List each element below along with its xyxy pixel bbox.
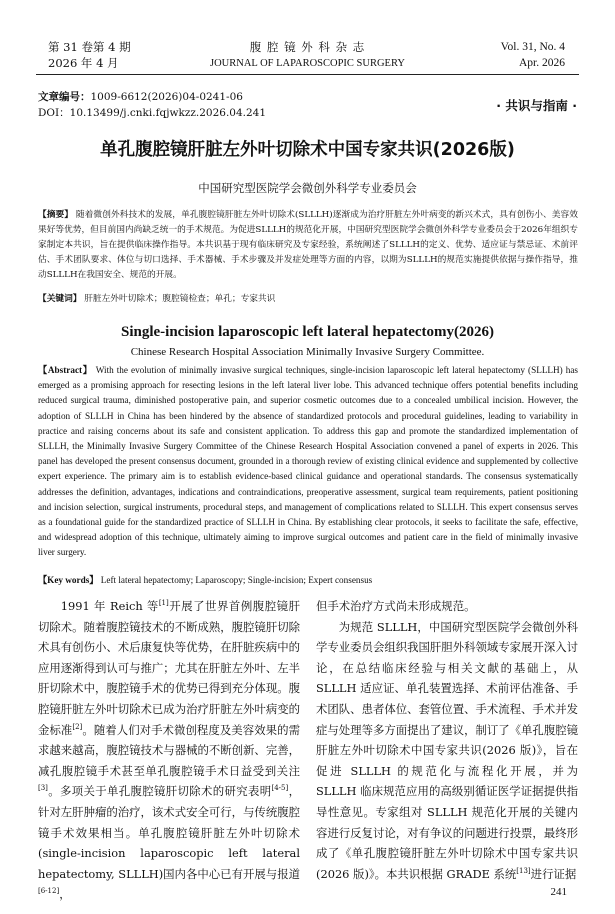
citation: [3]: [38, 784, 48, 793]
journal-title-cn: 腹 腔 镜 外 科 杂 志: [249, 40, 366, 54]
abstract-en-text: With the evolution of minimally invasive surgical techniques, single-incision laparoscopic left lateral hepatectomy (SLLLH) has emerged as a promising approach for resecting lesions in the left lateral liver lobe. This advanced technique offers potential benefits including reduced surgical trauma, diminished postoperative pain, and superior cosmetic outcomes due to a concealed umbilical incision. However, the adoption of SLLLH in China has been hindered by the absence of standardized protocols and procedural guidelines, leading to variability in practice and raising concerns about its safe and consistent application. To address this gap and promote the standardized implementation of SLLLH, the Minimally Invasive Surgery Committee of the Chinese Research Hospital Association convened a panel of experts in 2026. This panel has developed the present consensus document, grounded in a thorough review of existing clinical evidence and supplemented by collective expert experience. The primary aim is to establish evidence-based clinical guidance and operational standards. The consensus systematically addresses the definition, advantages, indications and contraindications, preoperative assessment, surgical team requirements, patient positioning and incision selection, surgical instruments, procedural steps, and management of complications related to SLLLH. This expert consensus serves as a foundational guide for the standardized practice of SLLLH in China. By establishing clear protocols, it seeks to facilitate the safe, effective, and widespread adoption of this technique, ultimately aiming to improve surgical outcomes and patient care in the field of minimally invasive liver surgery.: [38, 365, 578, 558]
page-number: 241: [550, 886, 567, 898]
abstract-en: [38, 363, 578, 561]
article-title-en: Single-incision laparoscopic left lateral hepatectomy(2026): [120, 324, 494, 340]
keywords-cn: [38, 292, 578, 307]
header-rule: [36, 74, 579, 75]
journal-date: 2026 年 4 月: [48, 56, 119, 70]
citation: [6-12]: [38, 887, 60, 896]
article-doi: DOI：10.13499/j.cnki.fqjwkzz.2026.04.241: [38, 107, 267, 119]
citation: [4-5]: [271, 784, 289, 793]
abstract-cn-text: 随着微创外科技术的发展，单孔腹腔镜肝脏左外叶切除术(SLLLH)逐渐成为治疗肝脏左外叶病变的新兴术式，具有创伤小、美容效果好等优势，但目前国内尚缺乏统一的手术规范。为促进SLLLH的规范化开展，中国研究型医院学会微创外科学专业委员会于2026年组织专家制定本共识，旨在提供临床操作指导。本共识基于现有临床研究及专家经验，系统阐述了SLLLH的定义、优势、适应证与禁忌证、术前评估、手术团队要求、体位与切口选择、手术器械、手术步骤及并发症处理等方面的内容，以期为SLLLH的规范实施提供依据与操作指导，推动SLLLH在我国安全、规范的开展。: [38, 210, 578, 280]
journal-date-en: Apr. 2026: [519, 57, 565, 69]
author-en: Chinese Research Hospital Association Minimally Invasive Surgery Committee.: [130, 346, 485, 358]
abstract-cn: [38, 208, 578, 283]
journal-title-en: JOURNAL OF LAPAROSCOPIC SURGERY: [210, 58, 405, 69]
body-column-right: [316, 596, 578, 884]
citation: [13]: [516, 866, 531, 875]
abstract-en-label: 【Abstract】: [38, 365, 93, 375]
article-title-cn: 单孔腹腔镜肝脏左外叶切除术中国专家共识(2026版): [100, 140, 515, 160]
keywords-en-text: Left lateral hepatectomy; Laparoscopy; Single-incision; Expert consensus: [100, 575, 373, 585]
keywords-cn-text: 肝脏左外叶切除术；腹腔镜检查；单孔；专家共识: [84, 294, 276, 304]
body-column-left: [38, 596, 300, 905]
keywords-cn-label: 【关键词】: [38, 294, 82, 304]
keywords-en-label: 【Key words】: [38, 575, 99, 585]
abstract-cn-label: 【摘要】: [38, 210, 74, 220]
article-number: 文章编号：1009-6612(2026)04-0241-06: [38, 91, 243, 103]
journal-volume-issue: 第 31 卷第 4 期: [48, 40, 131, 54]
keywords-en: [38, 572, 578, 586]
body-paragraph: 为规范 SLLLH，中国研究型医院学会微创外科学专业委员会组织我国肝胆外科领域专家展开深入讨论，在总结临床经验与相关文献的基础上，从 SLLLH 适应证、单孔装置选择、术前评估准备、手术团队、患者体位、套管位置、手术流程、手术并发症与处理等多方面提出了建议，制订了《单孔腹腔镜肝脏左外叶切除术中国专家共识(2026 版)》，旨在促进 SLLLH 的规范化与流程化开展，并为 SLLLH 临床规范应用的高级别循证医学证据提供指导性意见。专家组对 SLLLH 规范化开展的关键内容进行反复讨论，对有争议的问题进行投票，最终形成了《单孔腹腔镜肝脏左外叶切除术中国专家共识(2026 版)》。本共识根据 GRADE 系统[13]进行证据: [316, 619, 578, 881]
body-paragraph: 1991 年 Reich 等[1]开展了世界首例腹腔镜肝切除术。随着腹腔镜技术的不断成熟，腹腔镜肝切除术具有创伤小、术后康复快等优势，在肝脏疾病中的应用逐渐得到认可与推广；尤其在肝脏左外叶、左半肝切除术中，腹腔镜手术的优势已得到充分体现。腹腔镜肝脏左外叶切除术已成为治疗肝脏左外叶病变的金标准[2]。随着人们对手术微创程度及美容效果的需求越来越高，腹腔镜技术与器械的不断创新、完善，减孔腹腔镜手术甚至单孔腹腔镜手术日益受到关注[3]。多项关于单孔腹腔镜肝切除术的研究表明[4-5]，针对左肝肿瘤的治疗，该术式安全可行，与传统腹腔镜手术效果相当。单孔腹腔镜肝脏左外叶切除术(single-incision laparoscopic left lateral hepatectomy, SLLLH)国内各中心已有开展与报道[6-12]，: [38, 599, 300, 902]
citation: [1]: [158, 599, 169, 608]
section-label: · 共识与指南 ·: [496, 98, 577, 113]
body-paragraph: 但手术治疗方式尚未形成规范。: [316, 599, 476, 613]
author-cn: 中国研究型医院学会微创外科学专业委员会: [198, 181, 417, 195]
citation: [2]: [72, 722, 83, 731]
journal-volume-en: Vol. 31, No. 4: [500, 41, 565, 53]
